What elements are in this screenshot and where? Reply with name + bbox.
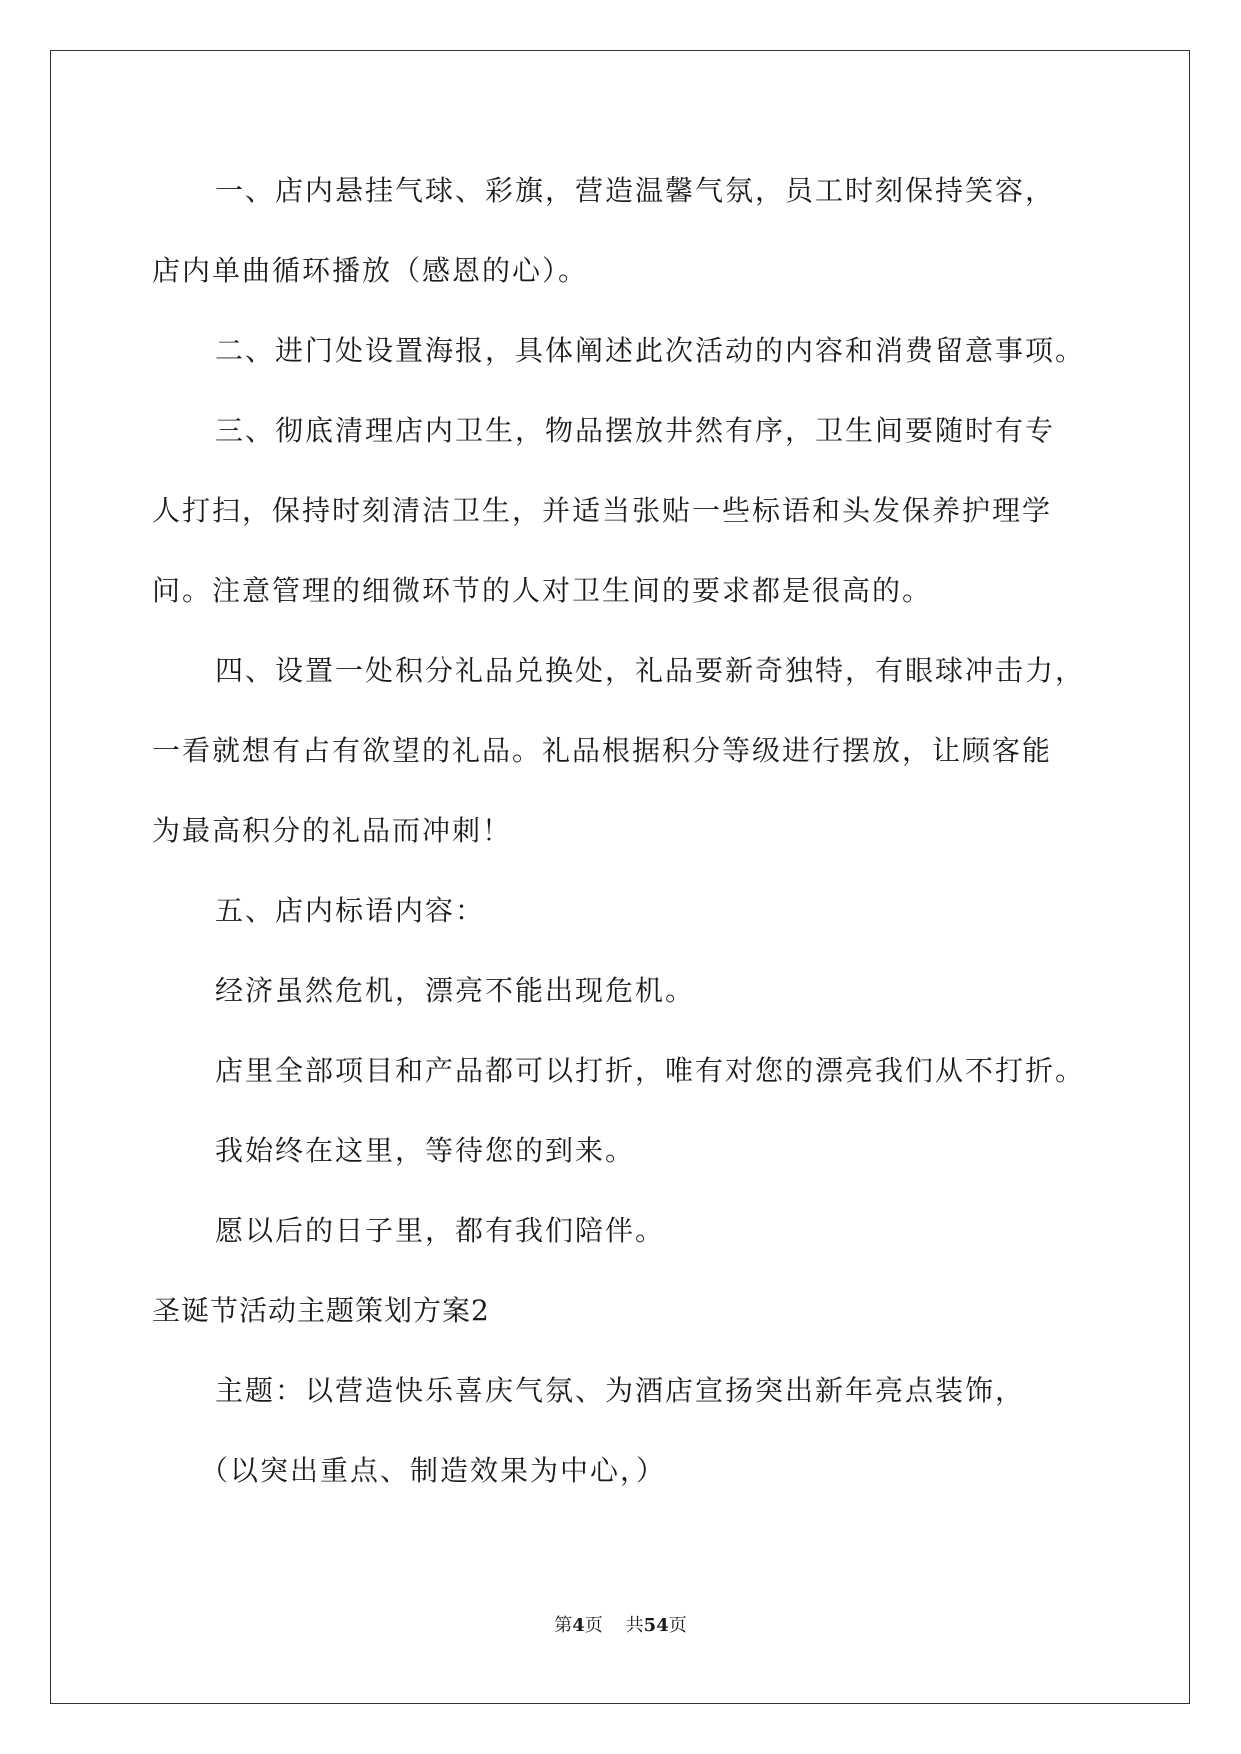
footer-total-suffix: 页: [668, 1615, 687, 1636]
theme-line: 主题：以营造快乐喜庆气氛、为酒店宣扬突出新年亮点装饰，: [215, 1374, 1026, 1407]
slogan-4: 愿以后的日子里，都有我们陪伴。: [215, 1214, 666, 1247]
paragraph-1-line-1: 一、店内悬挂气球、彩旗，营造温馨气氛，员工时刻保持笑容，: [215, 174, 1056, 207]
paragraph-3-line-3: 问。注意管理的细微环节的人对卫生间的要求都是很高的。: [152, 574, 933, 607]
slogan-2: 店里全部项目和产品都可以打折，唯有对您的漂亮我们从不打折。: [215, 1054, 1086, 1087]
footer-page-number: 4: [572, 1615, 585, 1636]
footer-page-prefix: 第: [554, 1615, 573, 1636]
section-heading: 圣诞节活动主题策划方案2: [152, 1294, 490, 1327]
paragraph-4-line-2: 一看就想有占有欲望的礼品。礼品根据积分等级进行摆放，让顾客能: [152, 734, 1053, 767]
footer-total-prefix: 共: [625, 1615, 644, 1636]
slogan-3: 我始终在这里，等待您的到来。: [215, 1134, 636, 1167]
footer-total-pages: 54: [643, 1615, 669, 1636]
paragraph-2: 二、进门处设置海报，具体阐述此次活动的内容和消费留意事项。: [215, 334, 1086, 367]
slogan-1: 经济虽然危机，漂亮不能出现危机。: [215, 974, 696, 1007]
paragraph-4-line-3: 为最高积分的礼品而冲刺！: [152, 814, 513, 847]
paragraph-3-line-1: 三、彻底清理店内卫生，物品摆放井然有序，卫生间要随时有专: [215, 414, 1056, 447]
paragraph-1-line-2: 店内单曲循环播放（感恩的心）。: [152, 254, 589, 287]
theme-note: （以突出重点、制造效果为中心，）: [200, 1454, 667, 1487]
paragraph-5: 五、店内标语内容：: [215, 894, 486, 927]
page-footer: [0, 1614, 1241, 1638]
footer-page-suffix: 页: [584, 1615, 603, 1636]
paragraph-3-line-2: 人打扫，保持时刻清洁卫生，并适当张贴一些标语和头发保养护理学: [152, 494, 1053, 527]
paragraph-4-line-1: 四、设置一处积分礼品兑换处，礼品要新奇独特，有眼球冲击力，: [215, 654, 1086, 687]
